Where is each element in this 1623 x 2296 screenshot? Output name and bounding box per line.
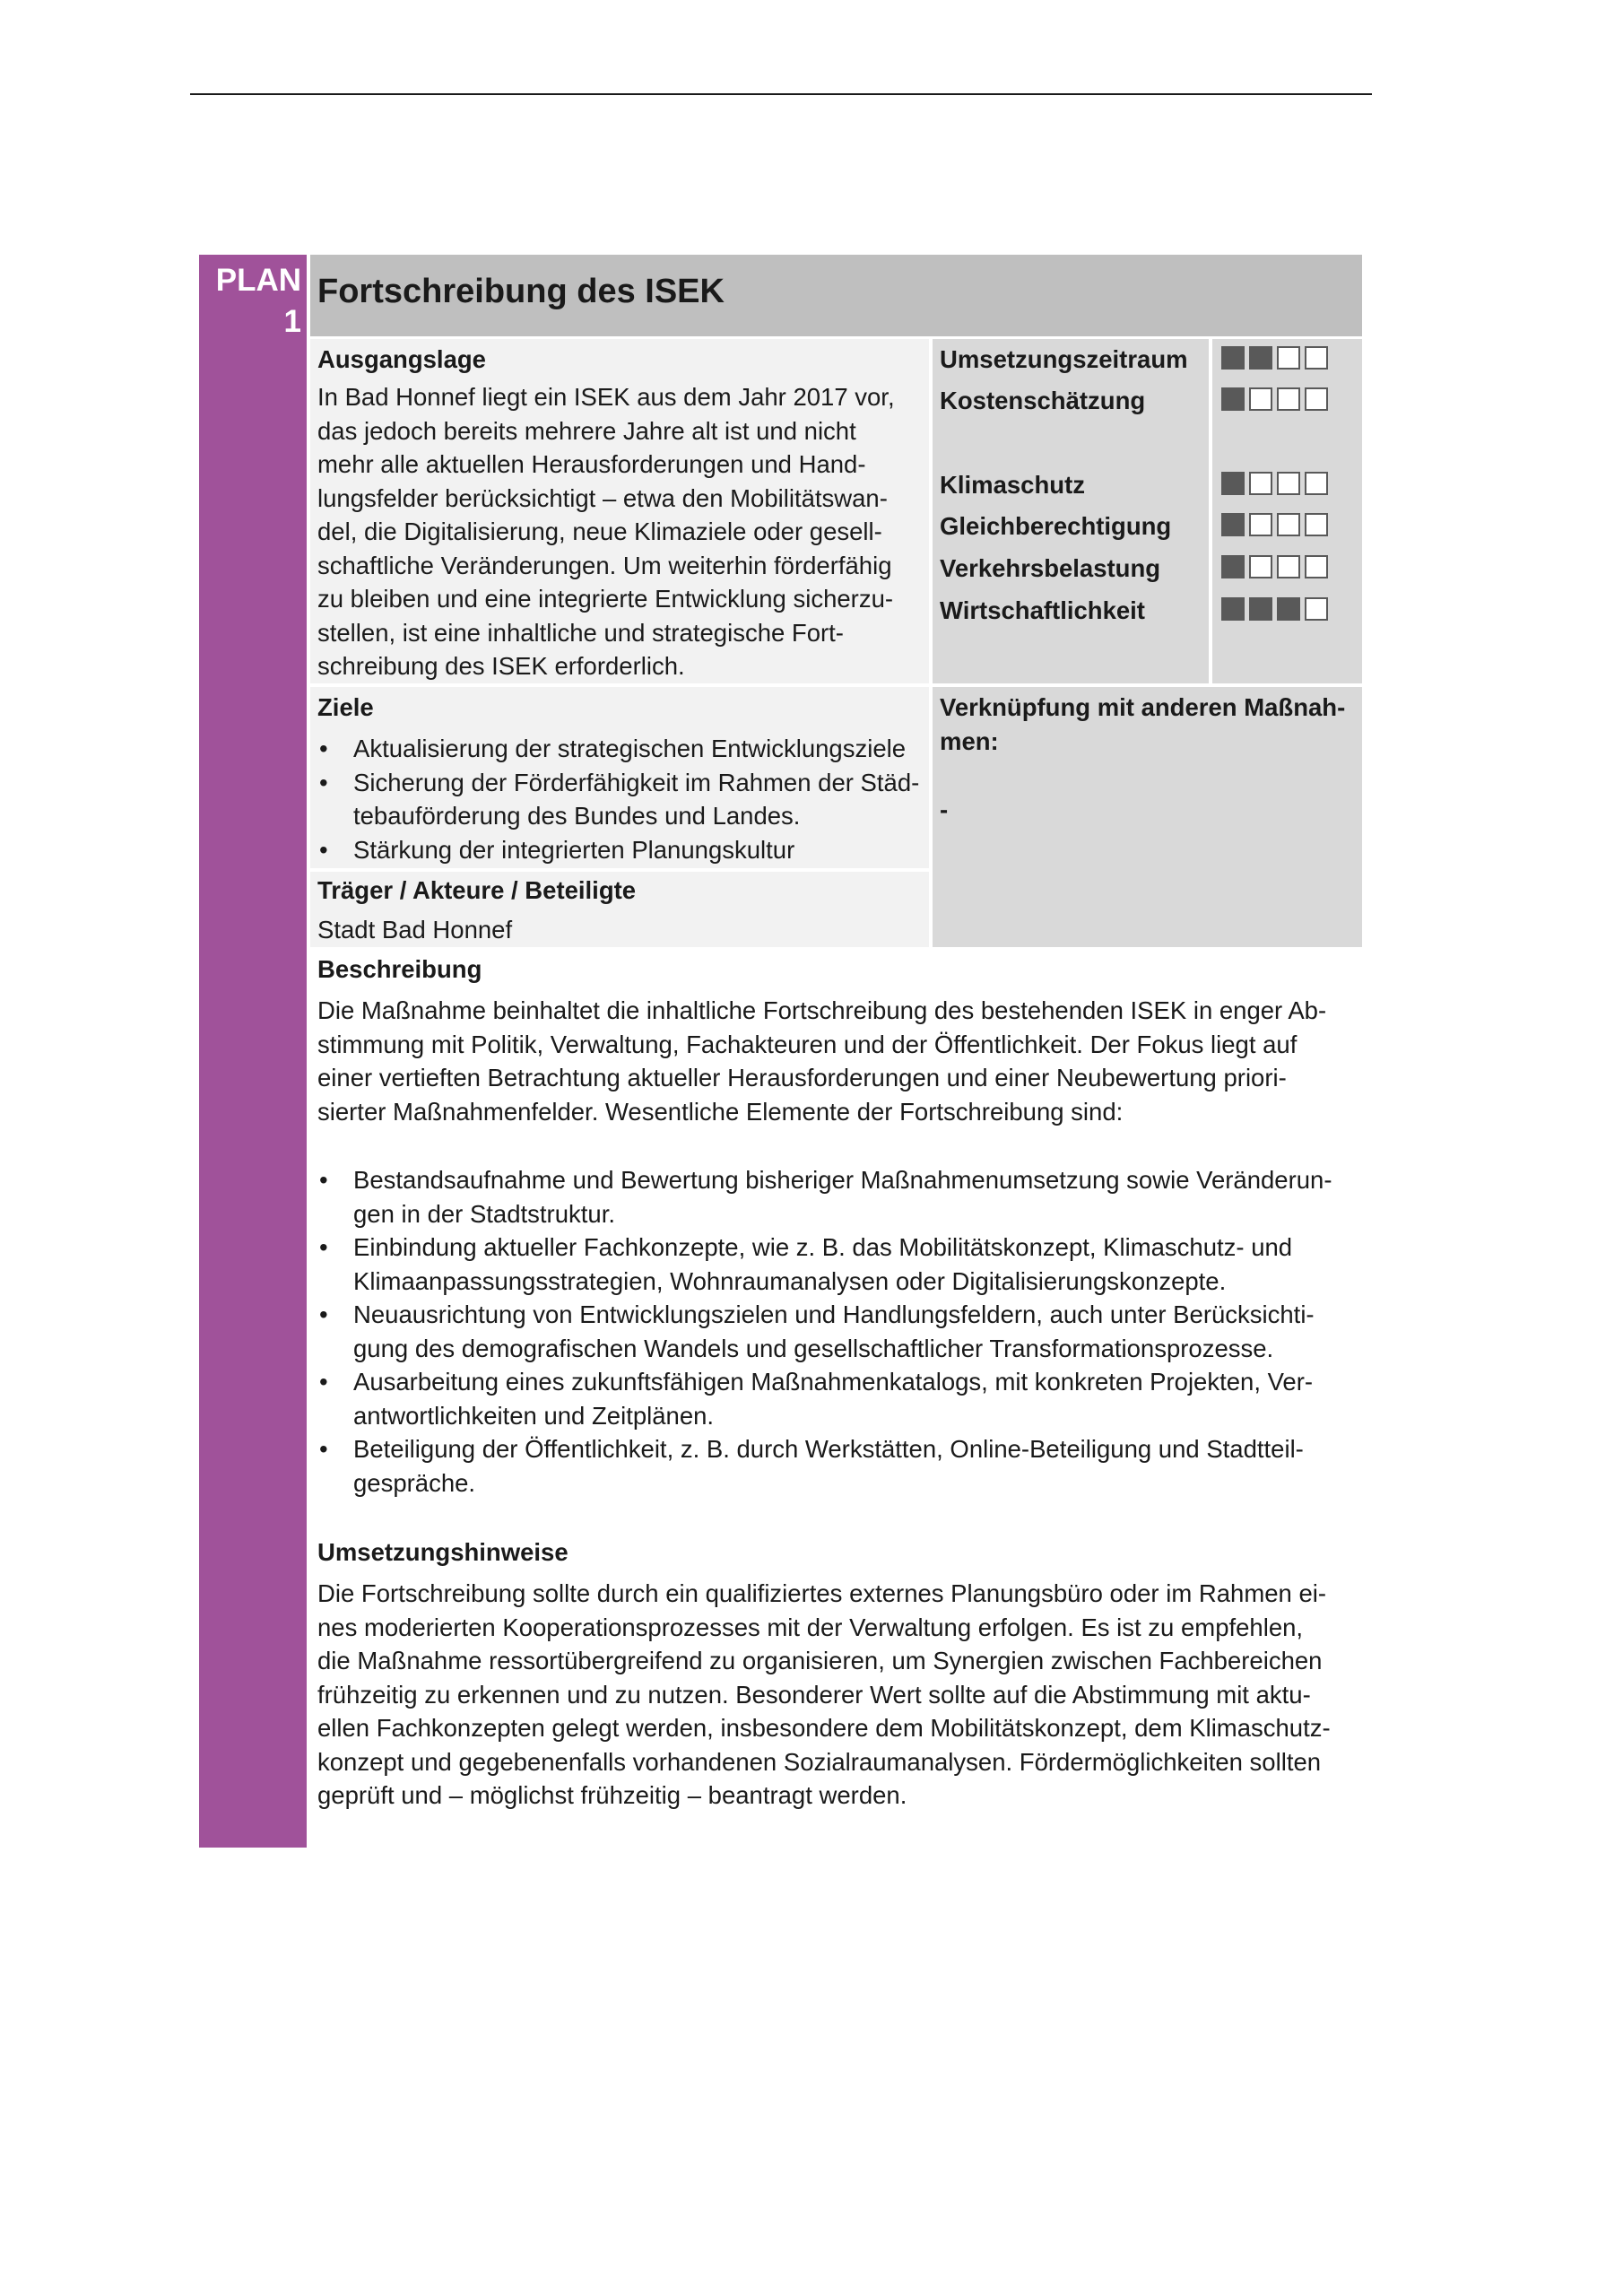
text-line: konzept und gegebenenfalls vorhandenen Sozialraumanalysen. Fördermöglichkeiten sollten <box>317 1747 1322 1776</box>
ziele-cell <box>310 687 929 868</box>
rating-square-empty <box>1249 387 1272 411</box>
list-item-line: • Ausarbeitung eines zukunftsfähigen Maßnahmenkatalogs, mit konkreten Projekten, Ver- <box>353 1368 1314 1396</box>
ziele-heading: Ziele <box>317 693 374 721</box>
rating-square-empty <box>1305 387 1328 411</box>
rating-square-empty <box>1277 346 1300 370</box>
list-item-line: • Beteiligung der Öffentlichkeit, z. B. durch Werkstätten, Online-Beteiligung und Stadtteil- <box>353 1435 1304 1463</box>
text-line: die Maßnahme ressortübergreifend zu organisieren, um Synergien zwischen Fachbereichen <box>317 1647 1323 1674</box>
list-item-line: • Bestandsaufnahme und Bewertung bisheriger Maßnahmenumsetzung sowie Veränderun- <box>353 1166 1332 1194</box>
list-item-line: • Stärkung der integrierten Planungskultur <box>353 835 795 864</box>
ratings-label-cell <box>933 339 1209 683</box>
text-line: schaftliche Veränderungen. Um weiterhin förderfähig <box>317 551 892 579</box>
rating-square-empty <box>1249 472 1272 495</box>
verknuepfung-cell <box>933 687 1362 947</box>
text-line: stellen, ist eine inhaltliche und strategische Fort- <box>317 618 844 647</box>
list-item-line: • Sicherung der Förderfähigkeit im Rahmen der Städ- <box>353 768 920 796</box>
traeger-cell <box>310 872 929 947</box>
verknuepfung-value: - <box>940 796 949 823</box>
list-item-line: tebauförderung des Bundes und Landes. <box>353 802 801 830</box>
page-title: Fortschreibung des ISEK <box>317 273 725 310</box>
rating-square-filled <box>1221 555 1245 578</box>
list-item-line: • Einbindung aktueller Fachkonzepte, wie z. B. das Mobilitätskonzept, Klimaschutz- und <box>353 1233 1293 1261</box>
list-item <box>317 1298 1358 1365</box>
rating-label-verkehrsbelastung: Verkehrsbelastung <box>940 554 1161 582</box>
title-bar <box>310 255 1362 336</box>
rating-scale <box>1221 555 1328 578</box>
rating-scale <box>1221 513 1328 536</box>
text-line: zu bleiben und eine integrierte Entwicklung sicherzu- <box>317 585 894 613</box>
rating-square-filled <box>1221 513 1245 536</box>
list-item <box>317 1365 1358 1432</box>
plan-sidebar <box>199 255 307 1848</box>
top-rule <box>190 93 1372 95</box>
ziele-list <box>317 732 927 866</box>
rating-label-kostenschaetzung: Kostenschätzung <box>940 387 1146 414</box>
beschreibung-heading: Beschreibung <box>317 955 482 983</box>
ausgangslage-heading: Ausgangslage <box>317 345 486 373</box>
umsetzungshinweise-heading: Umsetzungshinweise <box>317 1538 568 1566</box>
rating-label-wirtschaftlichkeit: Wirtschaftlichkeit <box>940 596 1145 624</box>
list-item <box>317 1163 1358 1231</box>
rating-square-filled <box>1221 387 1245 411</box>
verknuepfung-heading <box>940 691 1345 758</box>
list-item-line: gespräche. <box>353 1468 476 1497</box>
verknuepfung-heading-line: men: <box>940 726 999 755</box>
plan-label-number: 1 <box>283 304 301 339</box>
rating-square-empty <box>1277 387 1300 411</box>
list-item-line: gung des demografischen Wandels und gesellschaftlicher Transformationsprozesse. <box>353 1334 1274 1362</box>
beschreibung-list <box>317 1163 1358 1500</box>
rating-square-empty <box>1277 513 1300 536</box>
list-item-line: • Neuausrichtung von Entwicklungszielen und Handlungsfeldern, auch unter Berücksichti- <box>353 1300 1315 1328</box>
ausgangslage-text <box>317 380 918 683</box>
rating-scale <box>1221 597 1328 621</box>
text-line: Die Fortschreibung sollte durch ein qualifiziertes externes Planungsbüro oder im Rahmen ei- <box>317 1579 1327 1607</box>
text-line: einer vertieften Betrachtung aktueller Herausforderungen und einer Neubewertung priori- <box>317 1064 1287 1091</box>
rating-square-filled <box>1249 597 1272 621</box>
rating-square-filled <box>1221 346 1245 370</box>
text-line: frühzeitig zu erkennen und zu nutzen. Besonderer Wert sollte auf die Abstimmung mit aktu- <box>317 1680 1311 1709</box>
list-item <box>317 766 927 833</box>
text-line: mehr alle aktuellen Herausforderungen und Hand- <box>317 450 866 478</box>
rating-square-empty <box>1305 513 1328 536</box>
umsetzungshinweise-text <box>317 1577 1358 1813</box>
plan-label <box>216 260 301 343</box>
rating-square-empty <box>1249 513 1272 536</box>
list-item-line: gen in der Stadtstruktur. <box>353 1199 615 1228</box>
list-item-line: • Aktualisierung der strategischen Entwicklungsziele <box>353 735 907 762</box>
list-item <box>317 833 927 867</box>
rating-square-empty <box>1277 555 1300 578</box>
rating-square-empty <box>1305 472 1328 495</box>
rating-square-empty <box>1277 472 1300 495</box>
rating-square-filled <box>1277 597 1300 621</box>
rating-square-filled <box>1221 597 1245 621</box>
text-line: nes moderierten Kooperationsprozesses mit der Verwaltung erfolgen. Es ist zu empfehlen, <box>317 1613 1304 1641</box>
text-line: lungsfelder berücksichtigt – etwa den Mobilitätswan- <box>317 483 888 512</box>
list-item <box>317 732 927 766</box>
rating-label-klimaschutz: Klimaschutz <box>940 471 1085 499</box>
rating-square-empty <box>1305 346 1328 370</box>
text-line: In Bad Honnef liegt ein ISEK aus dem Jahr 2017 vor, <box>317 383 895 411</box>
rating-scale <box>1221 346 1328 370</box>
rating-square-empty <box>1305 555 1328 578</box>
list-item-line: antwortlichkeiten und Zeitplänen. <box>353 1401 715 1430</box>
text-line: das jedoch bereits mehrere Jahre alt ist und nicht <box>317 416 856 445</box>
rating-square-filled <box>1249 346 1272 370</box>
text-line: stimmung mit Politik, Verwaltung, Fachakteuren und der Öffentlichkeit. Der Fokus liegt auf <box>317 1030 1298 1058</box>
rating-square-filled <box>1221 472 1245 495</box>
rating-square-empty <box>1305 597 1328 621</box>
text-line: geprüft und – möglichst frühzeitig – beantragt werden. <box>317 1781 907 1809</box>
text-line: ellen Fachkonzepten gelegt werden, insbesondere dem Mobilitätskonzept, dem Klimaschutz- <box>317 1714 1331 1742</box>
traeger-heading: Träger / Akteure / Beteiligte <box>317 876 637 904</box>
plan-label-word: PLAN <box>215 263 301 298</box>
verknuepfung-heading-line: Verknüpfung mit anderen Maßnah- <box>940 693 1346 721</box>
rating-scale <box>1221 387 1328 411</box>
rating-label-umsetzungszeitraum: Umsetzungszeitraum <box>940 345 1188 373</box>
rating-label-gleichberechtigung: Gleichberechtigung <box>940 512 1172 540</box>
ratings-scale-cell <box>1212 339 1362 683</box>
text-line: Die Maßnahme beinhaltet die inhaltliche Fortschreibung des bestehenden ISEK in enger Ab- <box>317 996 1327 1024</box>
rating-square-empty <box>1249 555 1272 578</box>
ausgangslage-cell <box>310 339 929 683</box>
list-item <box>317 1231 1358 1298</box>
list-item-line: Klimaanpassungsstrategien, Wohnraumanalysen oder Digitalisierungskonzepte. <box>353 1266 1227 1295</box>
text-line: del, die Digitalisierung, neue Klimaziele oder gesell- <box>317 517 882 545</box>
list-item <box>317 1432 1358 1500</box>
text-line: schreibung des ISEK erforderlich. <box>317 652 685 680</box>
rating-scale <box>1221 472 1328 495</box>
beschreibung-text <box>317 994 1358 1128</box>
text-line: sierter Maßnahmenfelder. Wesentliche Elemente der Fortschreibung sind: <box>317 1097 1124 1126</box>
traeger-value: Stadt Bad Honnef <box>317 916 513 944</box>
